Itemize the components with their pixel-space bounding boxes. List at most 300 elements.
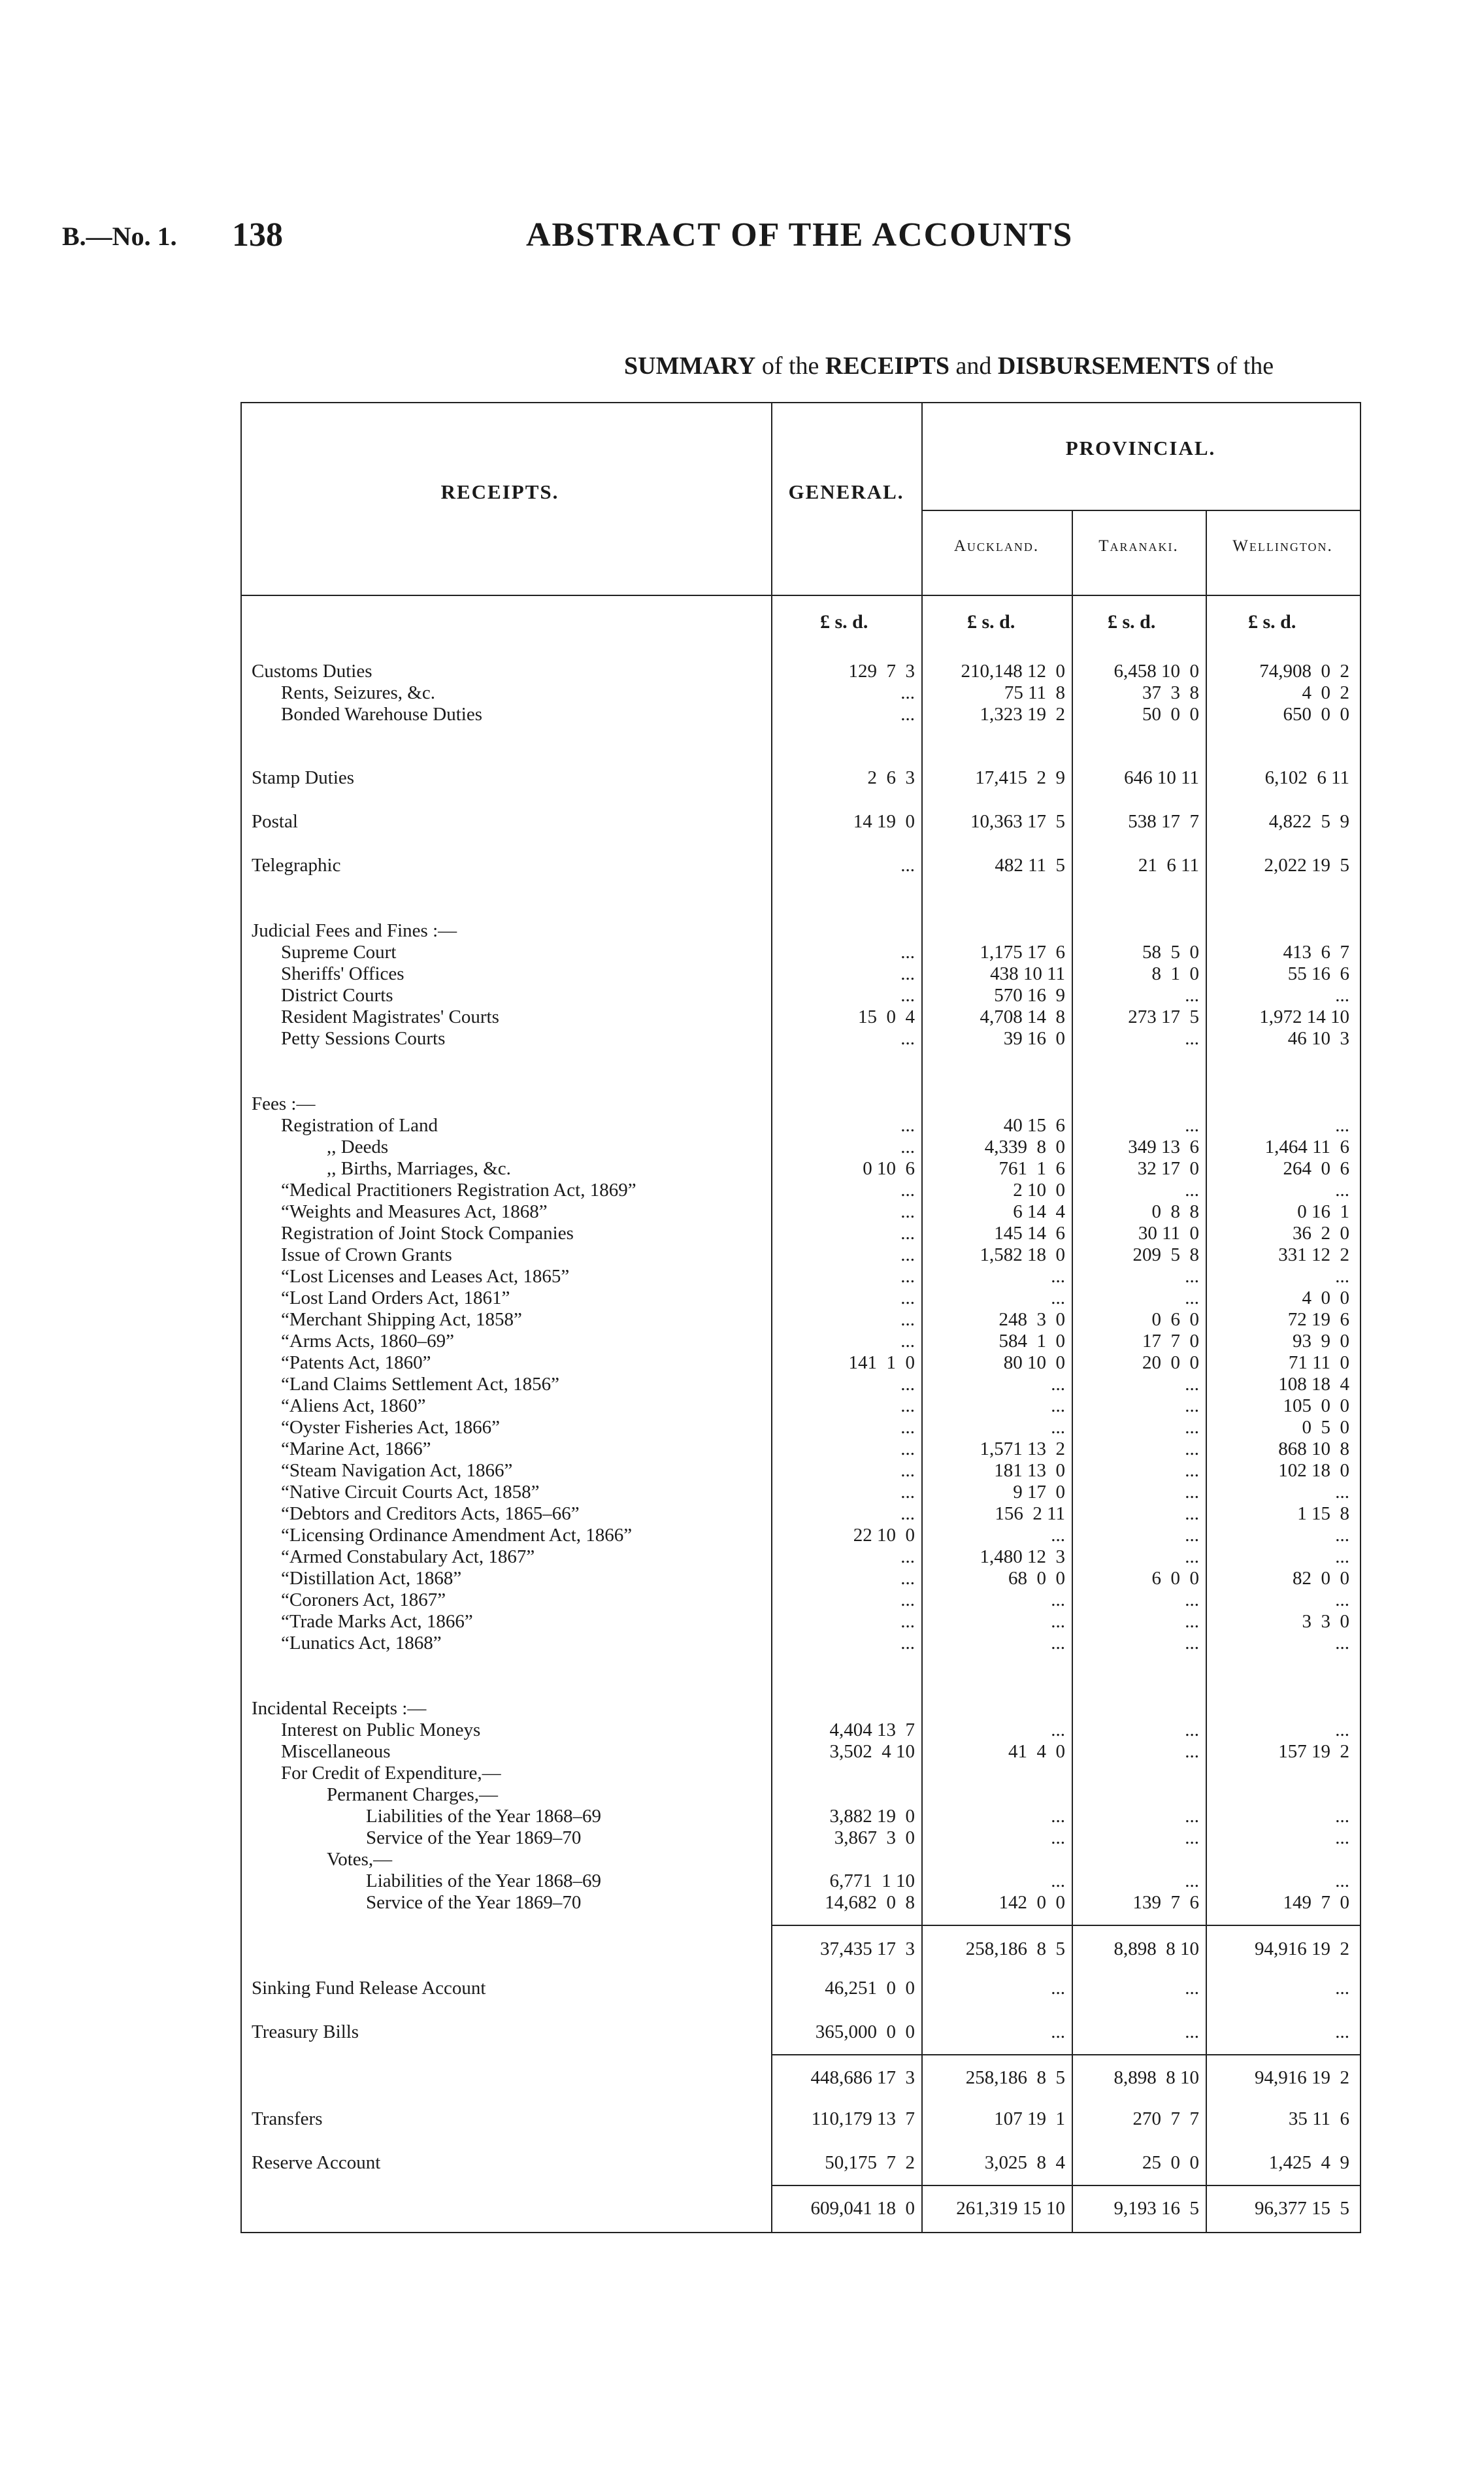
auckland-value: ...	[1051, 1870, 1065, 1891]
taranaki-heading: Taranaki.	[1098, 537, 1179, 555]
row-label: “Debtors and Creditors Acts, 1865–66”	[281, 1503, 580, 1524]
auckland-value: 2 10 0	[1013, 1180, 1065, 1201]
table-row	[0, 854, 1484, 876]
table-row	[0, 1352, 1484, 1374]
general-value: ...	[900, 1201, 915, 1222]
row-label: “Steam Navigation Act, 1866”	[281, 1460, 513, 1481]
auckland-value: 156 2 11	[995, 1503, 1065, 1524]
wellington-value: 36 2 0	[1293, 1223, 1349, 1244]
row-label: Postal	[252, 811, 298, 832]
auckland-value: ...	[1051, 1417, 1065, 1438]
auckland-value: ...	[1051, 1288, 1065, 1308]
auckland-value: 75 11 8	[1004, 682, 1065, 703]
auckland-value: 39 16 0	[1003, 1028, 1065, 1049]
general-value: ...	[900, 1137, 915, 1157]
row-label: “Weights and Measures Act, 1868”	[281, 1201, 548, 1222]
wellington-value: 4,822 5 9	[1268, 811, 1349, 832]
wellington-value: 2,022 19 5	[1264, 855, 1349, 876]
row-label: Issue of Crown Grants	[281, 1244, 452, 1265]
row-label: “Land Claims Settlement Act, 1856”	[281, 1374, 560, 1395]
wellington-value: 35 11 6	[1288, 2108, 1349, 2129]
taranaki-value: 0 8 8	[1151, 1201, 1199, 1222]
auckland-value: ...	[1051, 2021, 1065, 2042]
row-label: Petty Sessions Courts	[281, 1028, 446, 1049]
row-label: Bonded Warehouse Duties	[281, 704, 483, 725]
auckland-value: 1,571 13 2	[980, 1438, 1065, 1459]
auckland-value: 4,708 14 8	[980, 1006, 1065, 1027]
row-label: Incidental Receipts :—	[252, 1698, 427, 1719]
wellington-value: 0 5 0	[1302, 1417, 1349, 1438]
taranaki-value: ...	[1185, 1827, 1199, 1848]
general-value: 37,435 17 3	[820, 1938, 915, 1959]
general-value: ...	[900, 682, 915, 703]
table-row	[0, 1848, 1484, 1870]
auckland-value: 4,339 8 0	[984, 1137, 1065, 1157]
border-bottom	[240, 2232, 1361, 2233]
row-label: Stamp Duties	[252, 767, 355, 788]
general-value: ...	[900, 1395, 915, 1416]
table-row	[0, 1373, 1484, 1395]
taranaki-value: ...	[1185, 1633, 1199, 1653]
table-row	[0, 2108, 1484, 2130]
header-rule	[240, 595, 1361, 596]
table-row	[0, 1784, 1484, 1806]
taranaki-value: ...	[1185, 1870, 1199, 1891]
general-value: 22 10 0	[853, 1525, 915, 1546]
auckland-value: 584 1 0	[998, 1331, 1065, 1352]
wellington-value: 94,916 19 2	[1255, 2067, 1349, 2088]
general-value: ...	[900, 1028, 915, 1049]
wellington-value: ...	[1335, 1482, 1349, 1503]
row-label: “Trade Marks Act, 1866”	[281, 1611, 473, 1632]
table-row	[0, 1395, 1484, 1417]
table-row	[0, 1308, 1484, 1331]
taranaki-value: 6 0 0	[1151, 1568, 1199, 1589]
row-label: Votes,—	[327, 1849, 393, 1870]
table-row	[0, 2067, 1484, 2089]
general-heading: GENERAL.	[788, 480, 904, 503]
general-value: 609,041 18 0	[810, 2198, 915, 2219]
table-row	[0, 1222, 1484, 1244]
wellington-value: ...	[1335, 1806, 1349, 1827]
auckland-value: 6 14 4	[1013, 1201, 1065, 1222]
auckland-value: 181 13 0	[994, 1460, 1065, 1481]
taranaki-value: 17 7 0	[1142, 1331, 1199, 1352]
table-row	[0, 2197, 1484, 2219]
taranaki-value: 139 7 6	[1132, 1892, 1199, 1913]
table-row	[0, 1179, 1484, 1201]
taranaki-value: 646 10 11	[1124, 767, 1199, 788]
general-value: 110,179 13 7	[811, 2108, 915, 2129]
units-general: £ s. d.	[820, 611, 868, 633]
taranaki-value: 30 11 0	[1138, 1223, 1199, 1244]
auckland-value: ...	[1051, 1806, 1065, 1827]
row-label: “Merchant Shipping Act, 1858”	[281, 1309, 522, 1330]
table-row	[0, 1827, 1484, 1849]
row-label: Telegraphic	[252, 855, 341, 876]
wellington-value: 157 19 2	[1278, 1741, 1349, 1762]
table-row	[0, 703, 1484, 725]
row-label: Interest on Public Moneys	[281, 1719, 481, 1740]
row-label: ,, Deeds	[327, 1137, 389, 1157]
auckland-value: ...	[1051, 1525, 1065, 1546]
auckland-value: 258,186 8 5	[965, 1938, 1065, 1959]
general-value: ...	[900, 1266, 915, 1287]
row-label: Service of the Year 1869–70	[366, 1892, 582, 1913]
taranaki-value: 8 1 0	[1151, 963, 1199, 984]
auckland-value: 761 1 6	[998, 1158, 1065, 1179]
row-label: “Aliens Act, 1860”	[281, 1395, 426, 1416]
auckland-value: ...	[1051, 1719, 1065, 1740]
taranaki-value: 273 17 5	[1128, 1006, 1199, 1027]
taranaki-value: 25 0 0	[1142, 2152, 1199, 2173]
wellington-value: 4 0 0	[1302, 1288, 1349, 1308]
auckland-value: 40 15 6	[1003, 1115, 1065, 1136]
row-label: Permanent Charges,—	[327, 1784, 499, 1805]
taranaki-value: ...	[1185, 2021, 1199, 2042]
taranaki-value: 32 17 0	[1137, 1158, 1199, 1179]
row-label: District Courts	[281, 985, 393, 1006]
general-value: ...	[900, 1438, 915, 1459]
auckland-value: 80 10 0	[1003, 1352, 1065, 1373]
general-value: ...	[900, 1460, 915, 1481]
general-value: 14,682 0 8	[825, 1892, 915, 1913]
taranaki-value: 8,898 8 10	[1113, 1938, 1199, 1959]
general-value: ...	[900, 963, 915, 984]
general-value: ...	[900, 1633, 915, 1653]
taranaki-value: 58 5 0	[1142, 942, 1199, 963]
auckland-value: ...	[1051, 1978, 1065, 1999]
general-value: 0 10 6	[863, 1158, 915, 1179]
wellington-value: ...	[1335, 1827, 1349, 1848]
auckland-value: 438 10 11	[990, 963, 1065, 984]
auckland-value: 570 16 9	[994, 985, 1065, 1006]
wellington-value: 149 7 0	[1283, 1892, 1349, 1913]
general-value: 448,686 17 3	[810, 2067, 915, 2088]
taranaki-value: 270 7 7	[1132, 2108, 1199, 2129]
receipts-heading: RECEIPTS.	[440, 480, 559, 503]
auckland-value: 10,363 17 5	[970, 811, 1065, 832]
wellington-value: 94,916 19 2	[1255, 1938, 1349, 1959]
row-label: “Patents Act, 1860”	[281, 1352, 431, 1373]
page-number: 138	[232, 216, 283, 254]
units-taranaki: £ s. d.	[1108, 611, 1156, 633]
wellington-value: 102 18 0	[1278, 1460, 1349, 1481]
table-row	[0, 810, 1484, 833]
table-row	[0, 1977, 1484, 1999]
general-value: ...	[900, 1417, 915, 1438]
general-value: ...	[900, 1568, 915, 1589]
wellington-value: ...	[1335, 2021, 1349, 2042]
wellington-value: 46 10 3	[1287, 1028, 1349, 1049]
table-row	[0, 1027, 1484, 1050]
subtotal-rule-1	[771, 1925, 1360, 1926]
general-value: 365,000 0 0	[815, 2021, 915, 2042]
table-row	[0, 1416, 1484, 1438]
total-rule	[771, 2185, 1360, 2186]
general-value: 3,502 4 10	[829, 1741, 915, 1762]
row-label: Fees :—	[252, 1093, 316, 1114]
auckland-value: 3,025 8 4	[984, 2152, 1065, 2173]
taranaki-value: 538 17 7	[1128, 811, 1199, 832]
row-label: Reserve Account	[252, 2152, 381, 2173]
taranaki-value: ...	[1185, 1741, 1199, 1762]
row-label: “Coroners Act, 1867”	[281, 1589, 446, 1610]
auckland-value: ...	[1051, 1611, 1065, 1632]
taranaki-value: 50 0 0	[1142, 704, 1199, 725]
auckland-value: 107 19 1	[994, 2108, 1065, 2129]
taranaki-value: ...	[1185, 1589, 1199, 1610]
wellington-value: 650 0 0	[1283, 704, 1349, 725]
auckland-value: 248 3 0	[998, 1309, 1065, 1330]
table-row	[0, 1524, 1484, 1546]
row-label: “Licensing Ordinance Amendment Act, 1866”	[281, 1525, 633, 1546]
table-title: SUMMARY of the RECEIPTS and DISBURSEMENTS of the	[624, 352, 1274, 380]
auckland-value: 9 17 0	[1013, 1482, 1065, 1503]
taranaki-value: ...	[1185, 1288, 1199, 1308]
table-row	[0, 1503, 1484, 1525]
wellington-value: ...	[1335, 1719, 1349, 1740]
wellington-value: ...	[1335, 985, 1349, 1006]
taranaki-value: ...	[1185, 1806, 1199, 1827]
taranaki-value: 20 0 0	[1142, 1352, 1199, 1373]
row-label: Judicial Fees and Fines :—	[252, 920, 457, 941]
wellington-value: 413 6 7	[1283, 942, 1349, 963]
units-wellington: £ s. d.	[1248, 611, 1296, 633]
table-row	[0, 1805, 1484, 1827]
table-row	[0, 2021, 1484, 2043]
row-label: “Oyster Fisheries Act, 1866”	[281, 1417, 501, 1438]
table-row	[0, 1719, 1484, 1741]
auckland-value: 145 14 6	[994, 1223, 1065, 1244]
provincial-rule	[921, 510, 1360, 511]
table-row	[0, 984, 1484, 1006]
wellington-value: ...	[1335, 1633, 1349, 1653]
table-row	[0, 1136, 1484, 1158]
taranaki-value: ...	[1185, 1546, 1199, 1567]
taranaki-value: ...	[1185, 1719, 1199, 1740]
auckland-value: ...	[1051, 1266, 1065, 1287]
taranaki-value: ...	[1185, 1978, 1199, 1999]
taranaki-value: 209 5 8	[1132, 1244, 1199, 1265]
wellington-value: ...	[1335, 1546, 1349, 1567]
page-title: ABSTRACT OF THE ACCOUNTS	[526, 216, 1074, 254]
table-row	[0, 920, 1484, 942]
taranaki-value: 0 6 0	[1151, 1309, 1199, 1330]
general-value: ...	[900, 1611, 915, 1632]
wellington-value: 4 0 2	[1302, 682, 1349, 703]
auckland-value: 142 0 0	[998, 1892, 1065, 1913]
wellington-value: 108 18 4	[1278, 1374, 1349, 1395]
general-value: ...	[900, 1374, 915, 1395]
wellington-value: 1,972 14 10	[1259, 1006, 1349, 1027]
table-row	[0, 1093, 1484, 1115]
general-value: ...	[900, 1546, 915, 1567]
table-row	[0, 1610, 1484, 1633]
wellington-value: 1,425 4 9	[1268, 2152, 1349, 2173]
auckland-value: 1,323 19 2	[980, 704, 1065, 725]
table-row	[0, 1459, 1484, 1482]
taranaki-value: ...	[1185, 1115, 1199, 1136]
general-value: ...	[900, 985, 915, 1006]
auckland-value: 261,319 15 10	[956, 2198, 1065, 2219]
taranaki-value: ...	[1185, 1482, 1199, 1503]
taranaki-value: 8,898 8 10	[1113, 2067, 1199, 2088]
general-value: ...	[900, 704, 915, 725]
general-value: ...	[900, 1288, 915, 1308]
wellington-value: 0 16 1	[1297, 1201, 1349, 1222]
wellington-value: 3 3 0	[1302, 1611, 1349, 1632]
auckland-value: 17,415 2 9	[975, 767, 1065, 788]
row-label: Treasury Bills	[252, 2021, 359, 2042]
wellington-value: 6,102 6 11	[1264, 767, 1349, 788]
wellington-value: ...	[1335, 1870, 1349, 1891]
taranaki-value: ...	[1185, 1503, 1199, 1524]
table-row	[0, 1287, 1484, 1309]
wellington-value: ...	[1335, 1589, 1349, 1610]
table-row	[0, 1546, 1484, 1568]
table-row	[0, 1481, 1484, 1503]
wellington-value: ...	[1335, 1180, 1349, 1201]
row-label: For Credit of Expenditure,—	[281, 1763, 501, 1784]
wellington-value: 331 12 2	[1278, 1244, 1349, 1265]
wellington-value: 868 10 8	[1278, 1438, 1349, 1459]
table-row	[0, 1762, 1484, 1784]
taranaki-value: ...	[1185, 985, 1199, 1006]
row-label: “Lunatics Act, 1868”	[281, 1633, 442, 1653]
general-value: ...	[900, 1482, 915, 1503]
taranaki-value: ...	[1185, 1395, 1199, 1416]
table-row	[0, 1740, 1484, 1763]
auckland-value: 1,480 12 3	[980, 1546, 1065, 1567]
general-value: ...	[900, 1331, 915, 1352]
table-row	[0, 660, 1484, 682]
table-row	[0, 1438, 1484, 1460]
table-row	[0, 941, 1484, 963]
row-label: Sheriffs' Offices	[281, 963, 404, 984]
table-row	[0, 2151, 1484, 2174]
row-label: Customs Duties	[252, 661, 372, 682]
row-label: Miscellaneous	[281, 1741, 391, 1762]
table-row	[0, 1201, 1484, 1223]
general-value: 2 6 3	[867, 767, 915, 788]
auckland-value: ...	[1051, 1633, 1065, 1653]
table-row	[0, 1157, 1484, 1180]
row-label: Liabilities of the Year 1868–69	[366, 1806, 602, 1827]
general-value: 3,867 3 0	[834, 1827, 915, 1848]
row-label: “Armed Constabulary Act, 1867”	[281, 1546, 535, 1567]
auckland-value: ...	[1051, 1395, 1065, 1416]
taranaki-value: 9,193 16 5	[1113, 2198, 1199, 2219]
wellington-value: ...	[1335, 1525, 1349, 1546]
general-value: 46,251 0 0	[825, 1978, 915, 1999]
general-value: ...	[900, 1180, 915, 1201]
taranaki-value: ...	[1185, 1180, 1199, 1201]
taranaki-value: ...	[1185, 1525, 1199, 1546]
taranaki-value: 37 3 8	[1142, 682, 1199, 703]
table-row	[0, 1870, 1484, 1892]
wellington-value: 71 11 0	[1288, 1352, 1349, 1373]
table-row	[0, 1697, 1484, 1719]
row-label: “Distillation Act, 1868”	[281, 1568, 462, 1589]
auckland-heading: Auckland.	[953, 537, 1040, 555]
table-row	[0, 1567, 1484, 1589]
taranaki-value: ...	[1185, 1417, 1199, 1438]
auckland-value: 1,175 17 6	[980, 942, 1065, 963]
auckland-value: ...	[1051, 1589, 1065, 1610]
row-label: “Medical Practitioners Registration Act, 1869”	[281, 1180, 636, 1201]
taranaki-value: 21 6 11	[1138, 855, 1199, 876]
wellington-value: 1 15 8	[1297, 1503, 1349, 1524]
general-value: 129 7 3	[848, 661, 915, 682]
taranaki-value: ...	[1185, 1611, 1199, 1632]
row-label: “Native Circuit Courts Act, 1858”	[281, 1482, 540, 1503]
wellington-heading: Wellington.	[1232, 537, 1333, 555]
wellington-value: ...	[1335, 1266, 1349, 1287]
taranaki-value: 6,458 10 0	[1113, 661, 1199, 682]
auckland-value: 41 4 0	[1008, 1741, 1065, 1762]
row-label: “Lost Licenses and Leases Act, 1865”	[281, 1266, 570, 1287]
table-row	[0, 1589, 1484, 1611]
units-auckland: £ s. d.	[967, 611, 1015, 633]
taranaki-value: ...	[1185, 1028, 1199, 1049]
row-label: ,, Births, Marriages, &c.	[327, 1158, 511, 1179]
row-label: Registration of Land	[281, 1115, 438, 1136]
provincial-heading: PROVINCIAL.	[1065, 437, 1216, 459]
wellington-value: 74,908 0 2	[1259, 661, 1349, 682]
general-value: 15 0 4	[858, 1006, 915, 1027]
general-value: ...	[900, 1244, 915, 1265]
table-row	[0, 1114, 1484, 1137]
table-row	[0, 1244, 1484, 1266]
document-reference: B.—No. 1.	[62, 222, 177, 251]
table-row	[0, 1632, 1484, 1654]
general-value: ...	[900, 1115, 915, 1136]
row-label: Transfers	[252, 2108, 323, 2129]
general-value: 4,404 13 7	[829, 1719, 915, 1740]
general-value: ...	[900, 855, 915, 876]
row-label: Registration of Joint Stock Companies	[281, 1223, 574, 1244]
row-label: “Lost Land Orders Act, 1861”	[281, 1288, 510, 1308]
general-value: 50,175 7 2	[825, 2152, 915, 2173]
auckland-value: 258,186 8 5	[965, 2067, 1065, 2088]
row-label: Sinking Fund Release Account	[252, 1978, 486, 1999]
wellington-value: ...	[1335, 1115, 1349, 1136]
taranaki-value: 349 13 6	[1128, 1137, 1199, 1157]
wellington-value: 93 9 0	[1293, 1331, 1349, 1352]
general-value: 6,771 1 10	[829, 1870, 915, 1891]
wellington-value: ...	[1335, 1978, 1349, 1999]
general-value: 141 1 0	[848, 1352, 915, 1373]
wellington-value: 82 0 0	[1293, 1568, 1349, 1589]
row-label: Rents, Seizures, &c.	[281, 682, 435, 703]
general-value: 14 19 0	[853, 811, 915, 832]
wellington-value: 105 0 0	[1283, 1395, 1349, 1416]
auckland-value: ...	[1051, 1827, 1065, 1848]
row-label: “Arms Acts, 1860–69”	[281, 1331, 454, 1352]
table-row	[0, 682, 1484, 704]
auckland-value: 482 11 5	[995, 855, 1065, 876]
table-row	[0, 767, 1484, 789]
table-row	[0, 1265, 1484, 1288]
row-label: Liabilities of the Year 1868–69	[366, 1870, 602, 1891]
auckland-value: 1,582 18 0	[980, 1244, 1065, 1265]
table-row	[0, 1891, 1484, 1914]
general-value: ...	[900, 1309, 915, 1330]
table-row	[0, 1006, 1484, 1028]
wellington-value: 1,464 11 6	[1264, 1137, 1349, 1157]
taranaki-value: ...	[1185, 1266, 1199, 1287]
